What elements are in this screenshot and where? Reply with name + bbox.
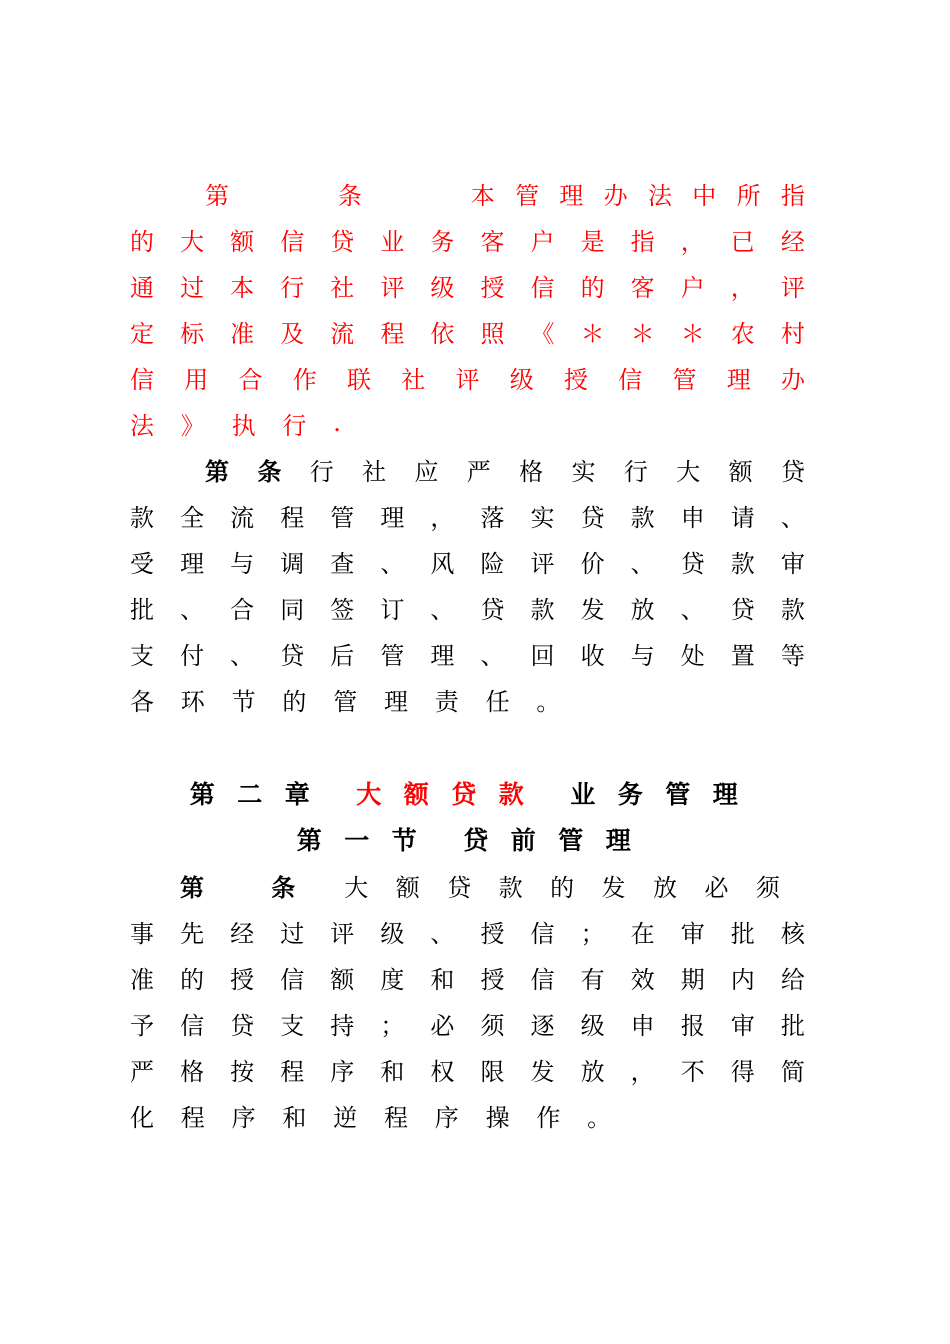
article2-line-1: 第 条 行 社 应 严 格 实 行 大 额 贷 [205,446,805,492]
article3-line-4: 予 信 贷 支 持 ； 必 须 逐 级 申 报 审 批 [130,1011,805,1040]
article2-line-5: 支 付 、 贷 后 管 理 、 回 收 与 处 置 等 [130,641,805,670]
article2-label-tiao: 条 [257,456,282,486]
chapter-prefix: 第二章 [189,780,333,809]
article3-line-3: 准 的 授 信 额 度 和 授 信 有 效 期 内 给 [130,965,805,994]
chapter-suffix: 业务管理 [570,780,761,809]
article3-line-5: 严 格 按 程 序 和 权 限 发 放 ， 不 得 简 [130,1057,805,1086]
article1-line-4: 定 标 准 及 流 程 依 照 《 ＊ ＊ ＊ 农 村 [130,319,805,348]
chapter-highlight: 大额贷款 [356,780,547,809]
article1-line-3: 通 过 本 行 社 评 级 授 信 的 客 户 ， 评 [130,273,805,302]
article2-line-6: 各 环 节 的 管 理 责 任 。 [130,687,561,716]
article3-line-6: 化 程 序 和 逆 程 序 操 作 。 [130,1103,612,1132]
article3-label: 第 条 [180,873,317,902]
chapter-heading [0,770,950,816]
article1-line-5: 信 用 合 作 联 社 评 级 授 信 管 理 办 [130,365,805,394]
section-heading [0,816,950,862]
article2-line-4: 批 、 合 同 签 订 、 贷 款 发 放 、 贷 款 [130,595,805,624]
article1-line-1: 第 条 本 管 理 办 法 中 所 指 [205,181,805,210]
article1-line-6: 法 》 执 行 . [130,409,341,440]
section-subtitle: 贷前管理 [463,826,654,855]
article2-label-di: 第 [205,456,229,486]
article2-line-2: 款 全 流 程 管 理 ， 落 实 贷 款 申 请 、 [130,503,805,532]
article2-line-3: 受 理 与 调 查 、 风 险 评 价 、 贷 款 审 [130,549,805,578]
article3-line-2: 事 先 经 过 评 级 、 授 信 ； 在 审 批 核 [130,919,805,948]
section-title: 第一节 [296,826,440,855]
article1-line-2: 的 大 额 信 贷 业 务 客 户 是 指 ， 已 经 [130,227,805,256]
article3-line-1: 第 条 大 额 贷 款 的 发 放 必 须 [180,862,780,908]
